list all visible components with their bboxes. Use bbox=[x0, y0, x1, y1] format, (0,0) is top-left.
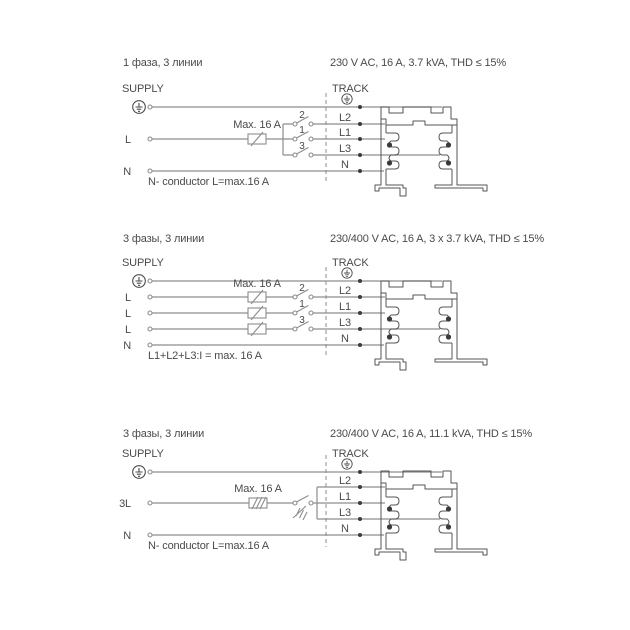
diagram-2-three-phase bbox=[122, 233, 544, 370]
track-terminal-n: N bbox=[341, 159, 349, 171]
fuse-label: Max. 16 A bbox=[233, 278, 281, 290]
track-terminal-l3: L3 bbox=[339, 507, 351, 519]
earth-icon bbox=[133, 275, 146, 288]
earth-icon bbox=[133, 101, 146, 114]
track-terminal-l2: L2 bbox=[339, 285, 351, 297]
track-terminal-l2: L2 bbox=[339, 112, 351, 124]
terminal bbox=[148, 343, 152, 347]
earth-icon bbox=[342, 459, 352, 469]
terminal-label-n: N bbox=[123, 166, 131, 178]
terminal bbox=[148, 327, 152, 331]
diagram-1-track-label: TRACK bbox=[332, 83, 369, 95]
terminal-label-l: L bbox=[125, 292, 131, 304]
track-cross-section bbox=[375, 281, 487, 370]
fuse-3pole-icon bbox=[249, 497, 267, 509]
terminal bbox=[148, 295, 152, 299]
switch-number: 1 bbox=[299, 299, 305, 310]
diagram-3-track-label: TRACK bbox=[332, 448, 369, 460]
terminal-label-l: L bbox=[125, 134, 131, 146]
track-cross-section bbox=[375, 107, 487, 196]
terminal bbox=[148, 533, 152, 537]
terminal-label-l: L bbox=[125, 324, 131, 336]
fuse-label: Max. 16 A bbox=[233, 119, 281, 131]
junction-dots bbox=[358, 279, 362, 347]
diagram-3-supply-label: SUPPLY bbox=[122, 448, 164, 460]
terminal bbox=[148, 137, 152, 141]
earth-icon bbox=[342, 268, 352, 278]
track-terminal-n: N bbox=[341, 333, 349, 345]
terminal bbox=[148, 279, 152, 283]
terminal-label-n: N bbox=[123, 340, 131, 352]
terminal-label-l: L bbox=[125, 308, 131, 320]
earth-icon bbox=[133, 466, 146, 479]
track-terminal-n: N bbox=[341, 523, 349, 535]
fuse-icon bbox=[248, 132, 266, 146]
earth-icon bbox=[342, 94, 352, 104]
track-terminal-l2: L2 bbox=[339, 475, 351, 487]
diagram-3-three-phase-combined bbox=[119, 428, 532, 560]
track-terminal-l1: L1 bbox=[339, 127, 351, 139]
fuse-label: Max. 16 A bbox=[234, 483, 282, 495]
junction-dots bbox=[358, 105, 362, 173]
switch-number: 1 bbox=[299, 125, 305, 136]
diagram-1-single-phase bbox=[122, 57, 506, 196]
terminal bbox=[148, 470, 152, 474]
diagram-1-rating: 230 V AC, 16 A, 3.7 kVA, THD ≤ 15% bbox=[330, 57, 507, 69]
track-cross-section bbox=[375, 471, 487, 560]
terminal bbox=[148, 105, 152, 109]
terminal-label-3l: 3L bbox=[119, 498, 131, 510]
terminal bbox=[148, 311, 152, 315]
diagram-3-rating: 230/400 V AC, 16 A, 11.1 kVA, THD ≤ 15% bbox=[330, 428, 532, 440]
switch-number: 2 bbox=[299, 283, 305, 294]
diagram-1-note: N- conductor L=max.16 A bbox=[148, 176, 269, 188]
switch-number: 3 bbox=[299, 315, 305, 326]
track-terminal-l1: L1 bbox=[339, 301, 351, 313]
fuse-icon bbox=[248, 290, 266, 336]
diagram-2-track-label: TRACK bbox=[332, 257, 369, 269]
diagram-2-supply-label: SUPPLY bbox=[122, 257, 164, 269]
diagram-2-note: L1+L2+L3:I = max. 16 A bbox=[148, 350, 262, 362]
track-terminal-l3: L3 bbox=[339, 317, 351, 329]
diagram-3-note: N- conductor L=max.16 A bbox=[148, 540, 269, 552]
terminal-label-n: N bbox=[123, 530, 131, 542]
diagram-2-rating: 230/400 V AC, 16 A, 3 x 3.7 kVA, THD ≤ 15% bbox=[330, 233, 544, 245]
track-terminal-l1: L1 bbox=[339, 491, 351, 503]
track-terminal-l3: L3 bbox=[339, 143, 351, 155]
switch-number: 2 bbox=[299, 110, 305, 121]
diagram-2-title: 3 фазы, 3 линии bbox=[123, 233, 205, 245]
junction-dots bbox=[358, 470, 362, 537]
switch-number: 3 bbox=[299, 141, 305, 152]
switch-3pole-icon bbox=[293, 496, 313, 521]
diagram-3-title: 3 фазы, 3 линии bbox=[123, 428, 205, 440]
terminal bbox=[148, 169, 152, 173]
diagram-1-title: 1 фаза, 3 линии bbox=[123, 57, 203, 69]
diagram-1-supply-label: SUPPLY bbox=[122, 83, 164, 95]
terminal bbox=[148, 501, 152, 505]
